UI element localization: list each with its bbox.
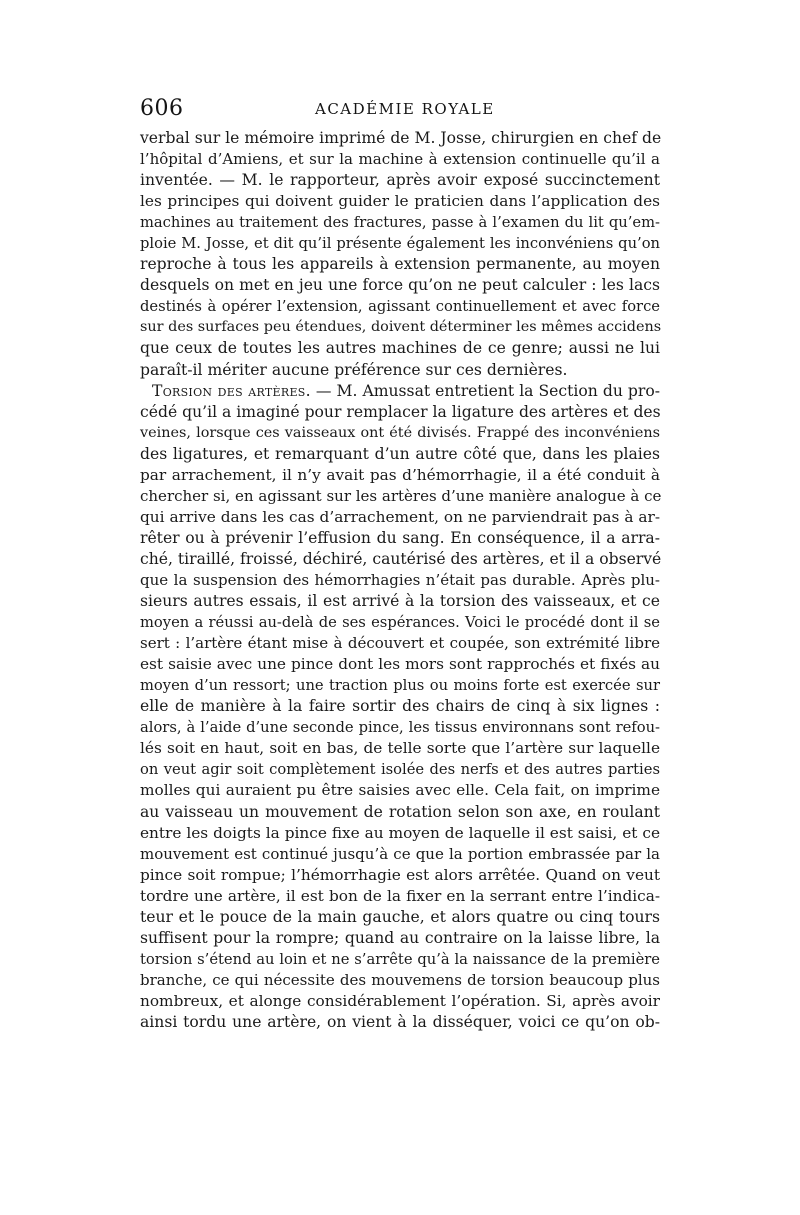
text-line: inventée. — M. le rapporteur, après avoir exposé succinctement xyxy=(140,171,660,190)
text-line: reproche à tous les appareils à extension permanente, au moyen xyxy=(140,255,660,274)
text-line: ché, tiraillé, froissé, déchiré, cautérisé des artères, et il a observé xyxy=(140,549,662,568)
paragraph-report xyxy=(140,128,660,381)
text-line: moyen a réussi au-delà de ses espérances. Voici le procédé dont il se xyxy=(140,614,660,632)
text-line: alors, à l’aide d’une seconde pince, les tissus environnans sont refou- xyxy=(140,719,660,737)
text-line: ainsi tordu une artère, on vient à la disséquer, voici ce qu’on ob- xyxy=(140,1012,660,1031)
text-line: pince soit rompue; l’hémorrhagie est alors arrêtée. Quand on veut xyxy=(140,865,660,884)
text-line: entre les doigts la pince fixe au moyen de laquelle il est saisi, et ce xyxy=(140,823,660,842)
page-header xyxy=(140,96,660,126)
text-line: que la suspension des hémorrhagies n’était pas durable. Après plu- xyxy=(140,570,660,589)
text-line: torsion s’étend au loin et ne s’arrête qu’à la naissance de la première xyxy=(140,950,660,968)
paragraph-torsion xyxy=(140,381,660,1033)
section-first-line-text: — M. Amussat entretient la Section du pro- xyxy=(310,381,661,400)
text-line: verbal sur le mémoire imprimé de M. Josse, chirurgien en chef de xyxy=(140,129,662,147)
text-line: chercher si, en agissant sur les artères d’une manière analogue à ce xyxy=(140,486,662,505)
section-title: Torsion des artères. xyxy=(152,381,311,400)
text-line: tordre une artère, il est bon de la fixer en la serrant entre l’indica- xyxy=(140,886,660,905)
text-line: que ceux de toutes les autres machines de ce genre; aussi ne lui xyxy=(140,339,660,358)
text-line: molles qui auraient pu être saisies avec elle. Cela fait, on imprime xyxy=(140,781,660,800)
text-line: moyen d’un ressort; une traction plus ou moins forte est exercée sur xyxy=(140,677,660,695)
text-line: on veut agir soit complètement isolée des nerfs et des autres parties xyxy=(140,761,660,779)
text-line: l’hôpital d’Amiens, et sur la machine à extension continuelle qu’il a xyxy=(140,150,660,169)
page-number: 606 xyxy=(140,96,184,121)
text-line: ploie M. Josse, et dit qu’il présente également les inconvéniens qu’on xyxy=(140,235,660,253)
text-line: paraît-il mériter aucune préférence sur ces dernières. xyxy=(140,360,568,379)
section-first-line xyxy=(140,381,660,402)
text-line: rêter ou à prévenir l’effusion du sang. En conséquence, il a arra- xyxy=(140,528,660,547)
text-line: lés soit en haut, soit en bas, de telle sorte que l’artère sur laquelle xyxy=(140,739,660,758)
text-line: les principes qui doivent guider le praticien dans l’application des xyxy=(140,192,660,211)
text-line: machines au traitement des fractures, passe à l’examen du lit qu’em- xyxy=(140,214,660,232)
text-line: est saisie avec une pince dont les mors sont rapprochés et fixés au xyxy=(140,655,660,674)
body-text xyxy=(140,128,660,1033)
text-line: sur des surfaces peu étendues, doivent déterminer les mêmes accidens xyxy=(140,319,662,336)
text-line: veines, lorsque ces vaisseaux ont été divisés. Frappé des inconvéniens xyxy=(140,424,660,441)
running-head: ACADÉMIE ROYALE xyxy=(315,100,495,118)
text-line: teur et le pouce de la main gauche, et alors quatre ou cinq tours xyxy=(140,907,660,926)
text-line: destinés à opérer l’extension, agissant continuellement et avec force xyxy=(140,298,660,316)
text-line: nombreux, et alonge considérablement l’opération. Si, après avoir xyxy=(140,991,660,1010)
text-line: des ligatures, et remarquant d’un autre côté que, dans les plaies xyxy=(140,444,660,463)
text-line: elle de manière à la faire sortir des chairs de cinq à six lignes : xyxy=(140,697,660,716)
text-line: par arrachement, il n’y avait pas d’hémorrhagie, il a été conduit à xyxy=(140,465,660,484)
text-line: mouvement est continué jusqu’à ce que la portion embrassée par la xyxy=(140,844,660,863)
text-line: cédé qu’il a imaginé pour remplacer la ligature des artères et des xyxy=(140,402,661,421)
text-line: desquels on met en jeu une force qu’on ne peut calculer : les lacs xyxy=(140,276,660,295)
text-line: sert : l’artère étant mise à découvert et coupée, son extrémité libre xyxy=(140,634,660,653)
text-line: au vaisseau un mouvement de rotation selon son axe, en roulant xyxy=(140,802,660,821)
text-line: qui arrive dans les cas d’arrachement, on ne parviendrait pas à ar- xyxy=(140,507,660,526)
text-line: branche, ce qui nécessite des mouvemens de torsion beaucoup plus xyxy=(140,970,660,989)
text-line: sieurs autres essais, il est arrivé à la torsion des vaisseaux, et ce xyxy=(140,592,660,611)
text-line: suffisent pour la rompre; quand au contraire on la laisse libre, la xyxy=(140,928,660,947)
